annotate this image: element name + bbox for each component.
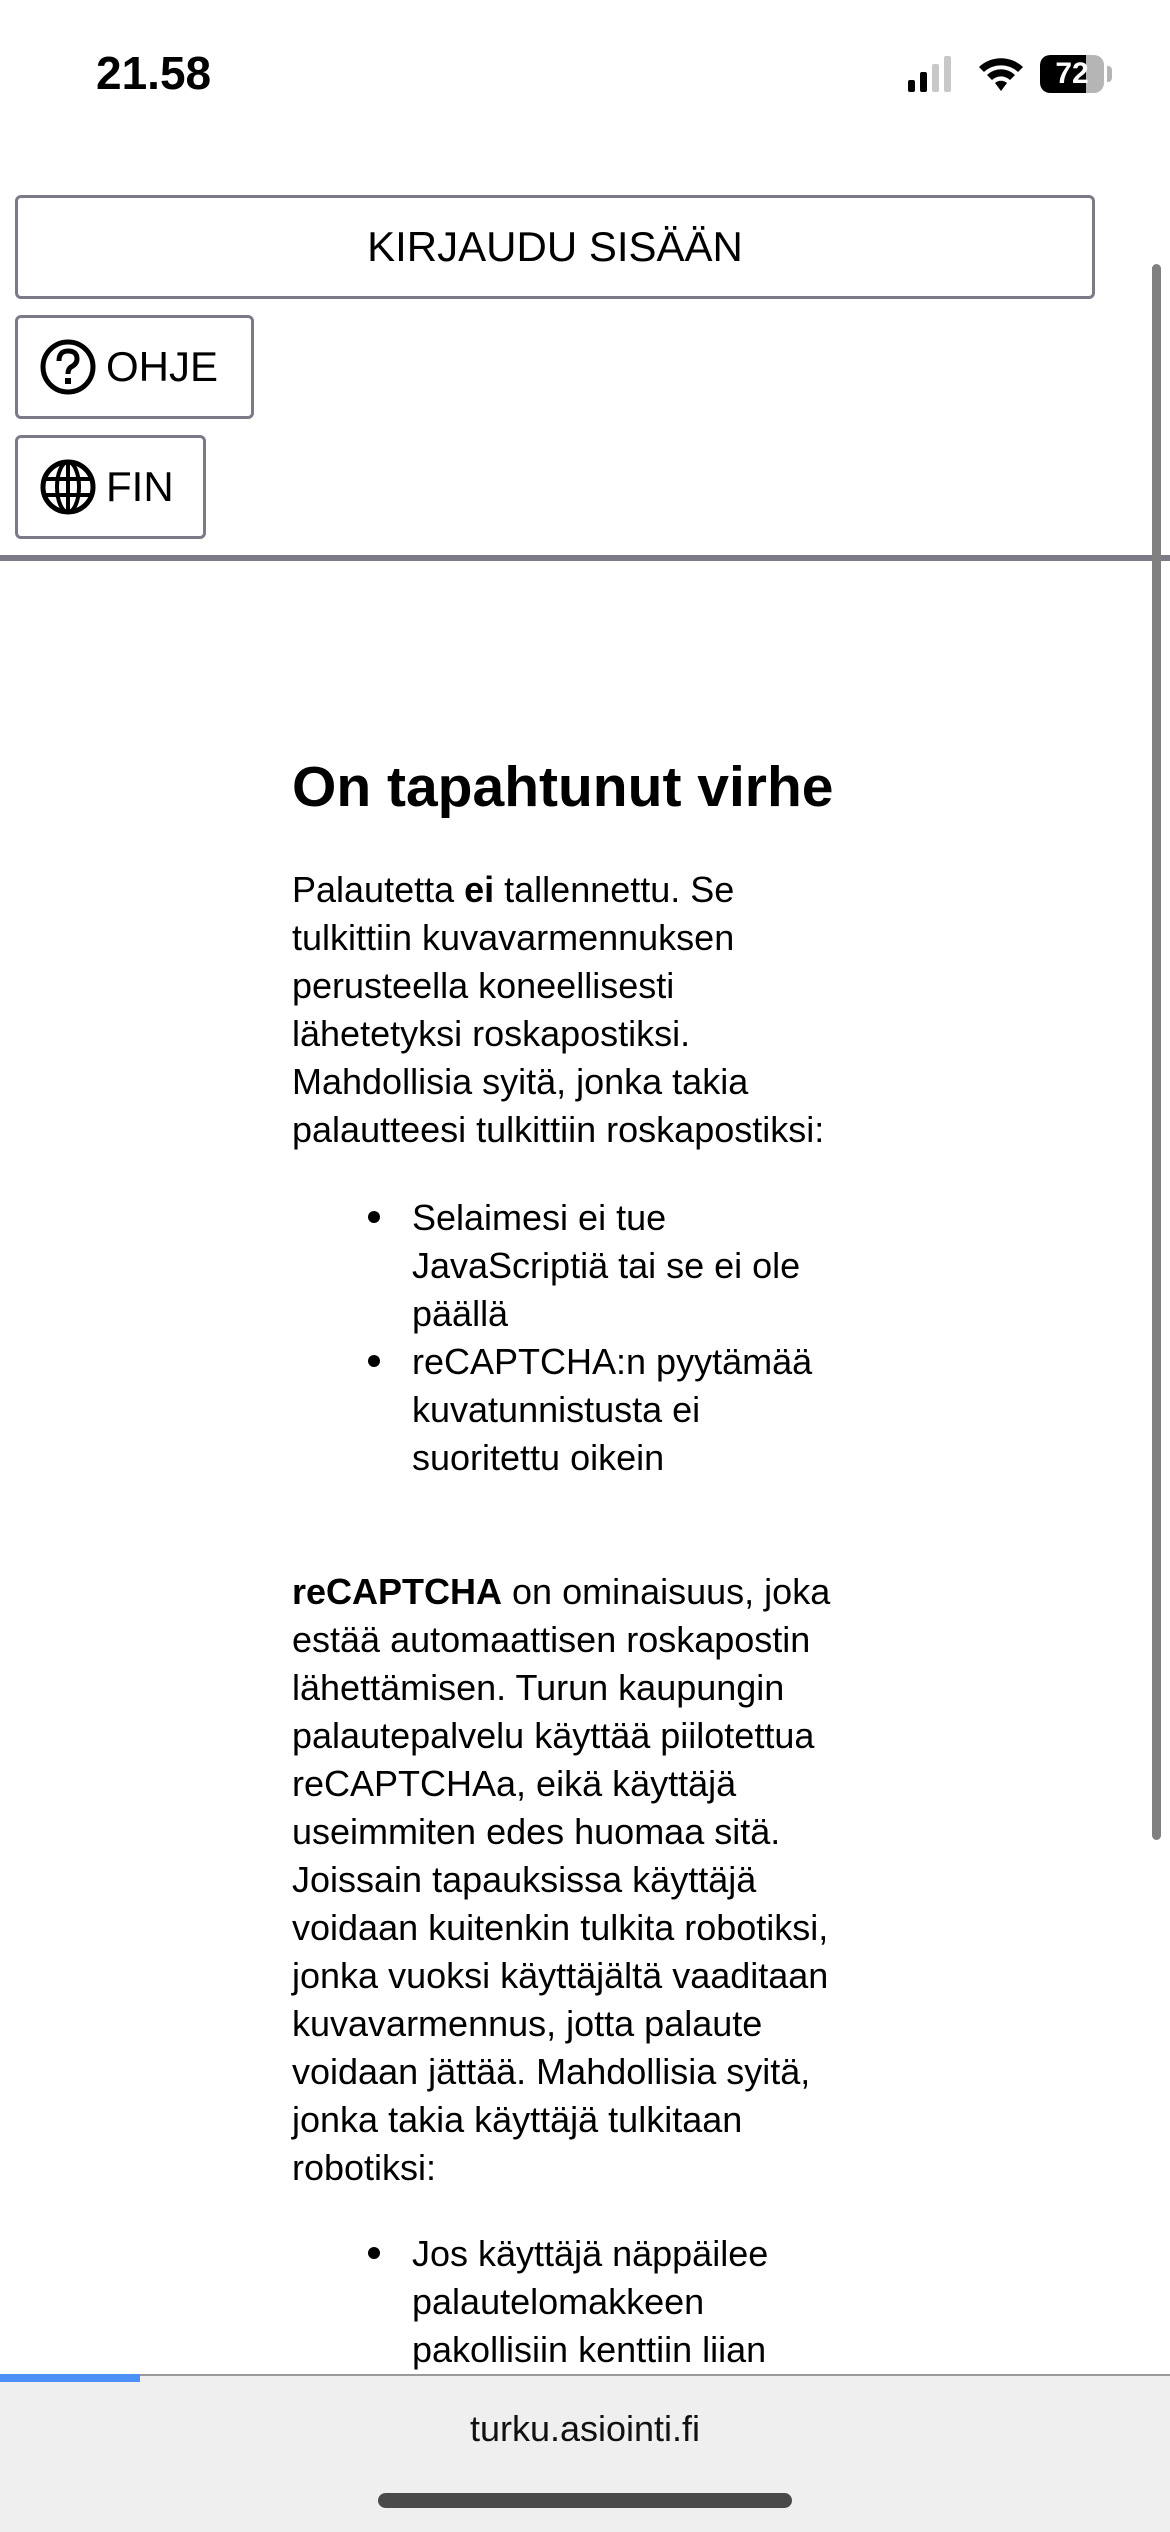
recaptcha-line: jonka takia käyttäjä tulkitaan [292, 2099, 743, 2140]
help-button[interactable] [15, 315, 254, 419]
list-item-line: JavaScriptiä tai se ei ole [412, 1245, 801, 1286]
robot-reasons-list [0, 2230, 768, 2374]
intro-line: palautteesi tulkittiin roskapostiksi: [292, 1109, 825, 1150]
list-item-line: Selaimesi ei tue [412, 1197, 667, 1238]
list-item [0, 1194, 812, 1338]
recaptcha-emphasis: reCAPTCHA [292, 1571, 503, 1612]
browser-address-bar[interactable] [0, 2374, 1170, 2532]
login-button-label: KIRJAUDU SISÄÄN [367, 223, 743, 270]
list-item-line: palautelomakkeen [412, 2281, 705, 2322]
recaptcha-line: kuvavarmennus, jotta palaute [292, 2003, 763, 2044]
list-item-line: suoritettu oikein [412, 1437, 665, 1478]
recaptcha-text: on ominaisuus, joka [502, 1571, 831, 1612]
recaptcha-paragraph [292, 1568, 830, 2192]
page-title: On tapahtunut virhe [292, 755, 834, 819]
battery-icon [1040, 55, 1104, 93]
cellular-signal-icon [906, 54, 956, 94]
url-label[interactable]: turku.asiointi.fi [469, 2408, 701, 2449]
intro-line: perusteella koneellisesti [292, 965, 675, 1006]
status-bar [0, 0, 1170, 150]
intro-line: Mahdollisia syitä, jonka takia [292, 1061, 749, 1102]
recaptcha-line: Joissain tapauksissa käyttäjä [292, 1859, 757, 1900]
battery-level-text: 72 [1055, 57, 1089, 90]
recaptcha-line: robotiksi: [292, 2147, 437, 2188]
page-load-progress [0, 2374, 140, 2382]
intro-line [292, 866, 824, 914]
recaptcha-line [292, 1568, 830, 1616]
intro-text: tallennettu. Se [494, 869, 735, 910]
globe-icon [38, 457, 98, 517]
status-time: 21.58 [96, 47, 212, 99]
intro-paragraph [292, 866, 824, 1154]
question-circle-icon [38, 337, 98, 397]
battery-cap [1107, 66, 1112, 82]
list-item-line: Jos käyttäjä näppäilee [412, 2233, 769, 2274]
spam-reasons-list [0, 1194, 812, 1482]
language-button[interactable] [15, 435, 206, 539]
list-item [0, 1338, 812, 1482]
bullet-icon [368, 1355, 380, 1367]
list-item [0, 2230, 768, 2374]
recaptcha-line: voidaan jättää. Mahdollisia syitä, [292, 2051, 811, 2092]
language-button-label: FIN [106, 463, 174, 510]
home-indicator[interactable] [378, 2493, 792, 2508]
recaptcha-line: palautepalvelu käyttää piilotettua [292, 1715, 815, 1756]
list-item-line: reCAPTCHA:n pyytämää [412, 1341, 813, 1382]
recaptcha-line: lähettämisen. Turun kaupungin [292, 1667, 785, 1708]
help-button-label: OHJE [106, 343, 219, 390]
bullet-icon [368, 2247, 380, 2259]
recaptcha-line: useimmiten edes huomaa sitä. [292, 1811, 781, 1852]
wifi-icon [976, 54, 1026, 94]
list-item-line: päällä [412, 1293, 509, 1334]
login-button[interactable] [15, 195, 1095, 299]
header-divider [0, 555, 1170, 561]
intro-line: lähetetyksi roskapostiksi. [292, 1013, 691, 1054]
bullet-icon [368, 1211, 380, 1223]
intro-emphasis: ei [464, 869, 495, 910]
intro-line: tulkittiin kuvavarmennuksen [292, 917, 735, 958]
list-item-line: kuvatunnistusta ei [412, 1389, 701, 1430]
list-item-line: pakollisiin kenttiin liian [412, 2329, 767, 2370]
recaptcha-line: voidaan kuitenkin tulkita robotiksi, [292, 1907, 829, 1948]
intro-text: Palautetta [292, 869, 465, 910]
recaptcha-line: estää automaattisen roskapostin [292, 1619, 811, 1660]
page-scrollbar[interactable] [1152, 264, 1161, 1840]
recaptcha-line: reCAPTCHAa, eikä käyttäjä [292, 1763, 737, 1804]
recaptcha-line: jonka vuoksi käyttäjältä vaaditaan [292, 1955, 829, 1996]
